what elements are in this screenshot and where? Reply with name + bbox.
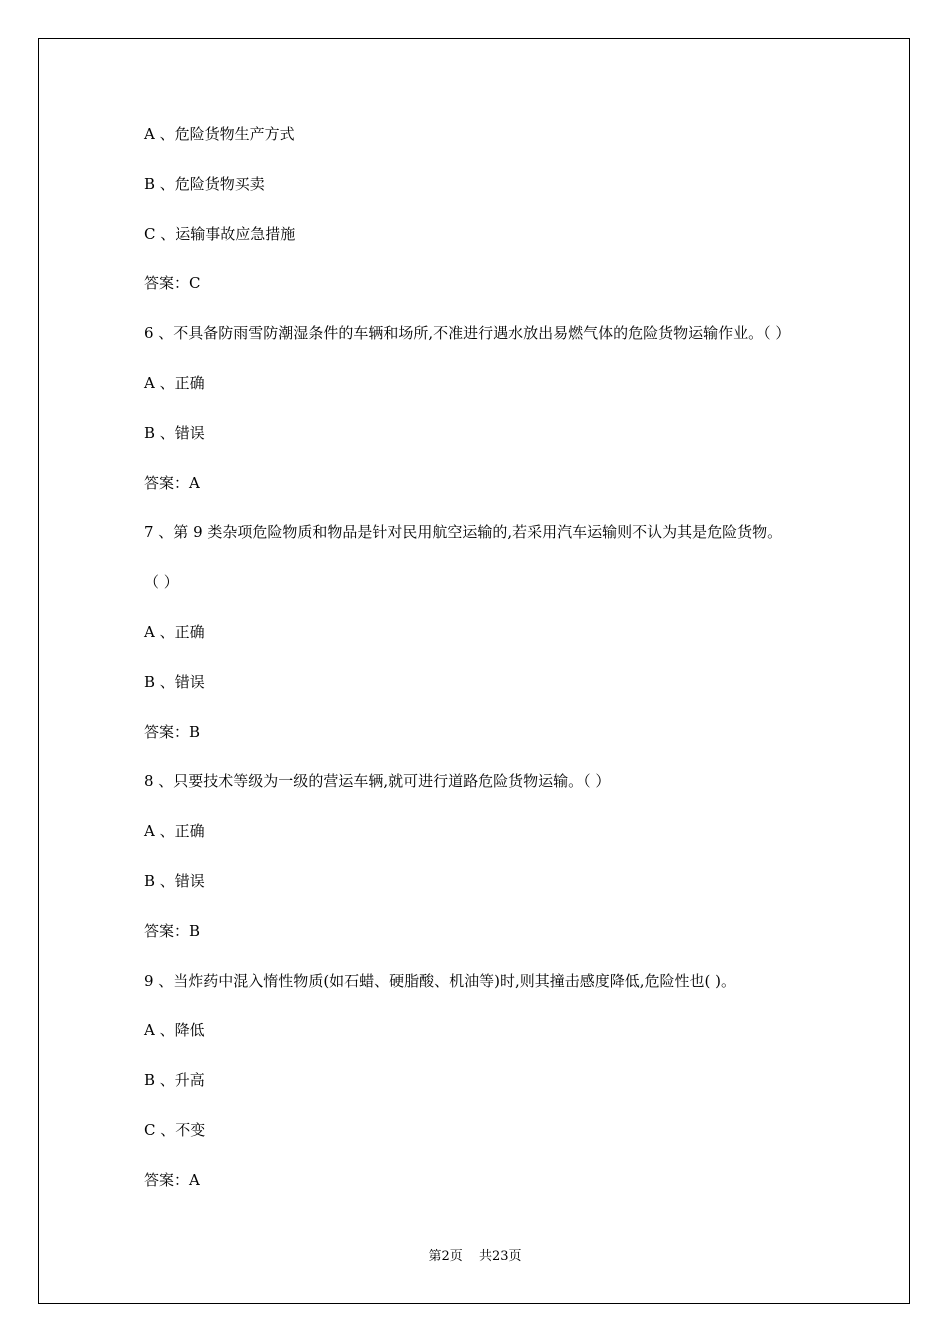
option-a: A 、正确 (144, 373, 205, 392)
answer: 答案：C (144, 274, 201, 293)
question-7-blank: （ ） (144, 573, 179, 592)
option-b: B 、错误 (144, 423, 205, 442)
document-body (144, 124, 844, 1220)
answer: 答案：B (144, 921, 201, 940)
answer: 答案：A (144, 1170, 200, 1189)
question-6: 6 、不具备防雨雪防潮湿条件的车辆和场所,不准进行遇水放出易燃气体的危险货物运输作业。（ ） (144, 324, 791, 343)
question-8: 8 、只要技术等级为一级的营运车辆,就可进行道路危险货物运输。（ ） (144, 772, 611, 791)
option-b: B 、升高 (144, 1071, 205, 1090)
option-b: B 、错误 (144, 871, 205, 890)
question-7: 7 、第 9 类杂项危险物质和物品是针对民用航空运输的,若采用汽车运输则不认为其是危险货物。 (144, 523, 783, 542)
question-9: 9 、当炸药中混入惰性物质(如石蜡、硬脂酸、机油等)时,则其撞击感度降低,危险性也( )。 (144, 971, 737, 990)
answer: 答案：A (144, 473, 200, 492)
option-c: C 、不变 (144, 1120, 206, 1139)
option-a: A 、降低 (144, 1021, 205, 1040)
option-b: B 、危险货物买卖 (144, 174, 265, 193)
option-c: C 、运输事故应急措施 (144, 224, 296, 243)
answer: 答案：B (144, 722, 201, 741)
option-a: A 、正确 (144, 622, 205, 641)
option-b: B 、错误 (144, 672, 205, 691)
page-footer (0, 1248, 950, 1266)
option-a: A 、正确 (144, 822, 205, 841)
page-number-current: 第2页 (428, 1249, 463, 1264)
page-number-total: 共23页 (478, 1249, 522, 1264)
option-a: A 、危险货物生产方式 (144, 125, 295, 143)
